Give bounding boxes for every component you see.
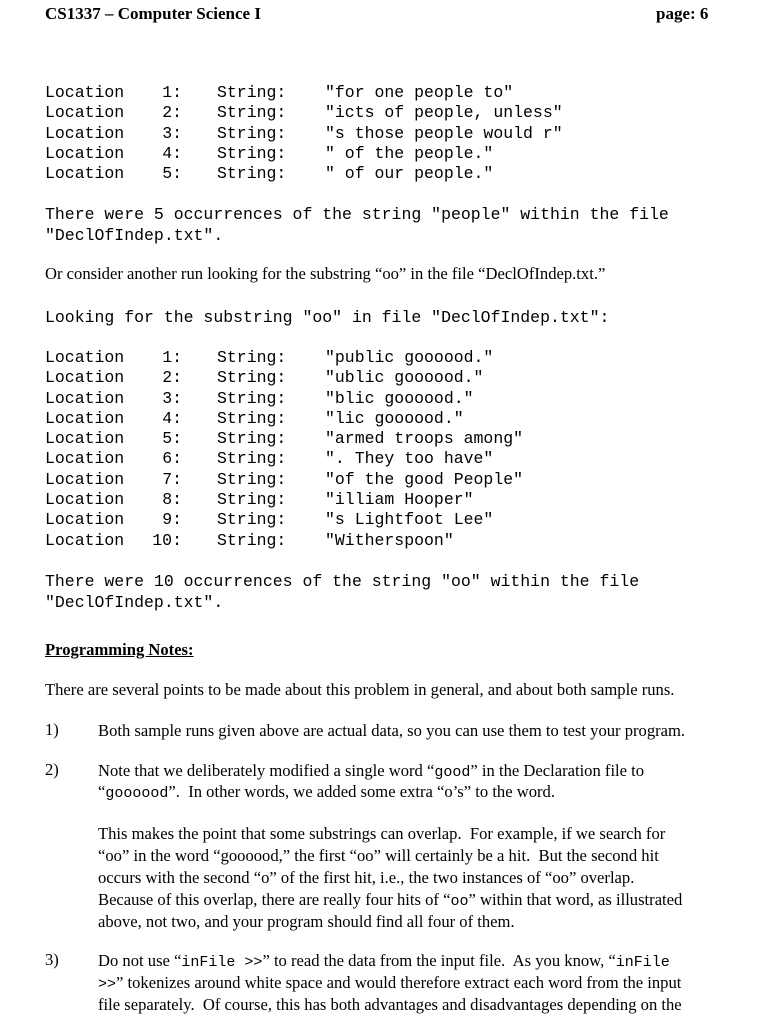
item2-line1-code: good <box>434 764 471 781</box>
location-number: 2: <box>162 103 182 123</box>
run2-summary-line1: There were 10 occurrences of the string "oo" within the file <box>45 572 640 591</box>
location-number: 2: <box>162 368 182 388</box>
item2-line1 <box>98 760 644 784</box>
location-label: Location <box>45 103 125 123</box>
location-number: 9: <box>162 510 182 530</box>
item2-p2-line5: above, not two, and your program should find all four of them. <box>98 912 515 931</box>
location-label: Location <box>45 164 125 184</box>
item1-text: Both sample runs given above are actual data, so you can use them to test your program. <box>98 721 686 740</box>
string-value: "armed troops among" <box>325 429 524 449</box>
location-label: Location <box>45 388 125 408</box>
location-number: 1: <box>162 348 182 367</box>
string-label: String: <box>217 530 287 550</box>
item3-line1 <box>98 950 670 974</box>
notes-heading: Programming Notes: <box>45 640 194 659</box>
course-title: CS1337 – Computer Science I <box>45 4 261 23</box>
string-value: "Witherspoon" <box>325 530 454 550</box>
string-value: "for one people to" <box>325 83 514 102</box>
location-label: Location <box>45 510 125 530</box>
string-label: String: <box>217 510 287 530</box>
location-label: Location <box>45 530 125 550</box>
item2-p2-line4 <box>98 889 682 913</box>
location-label: Location <box>45 449 125 469</box>
item3-line1-code2: inFile <box>615 954 670 971</box>
string-value: "of the good People" <box>325 469 524 489</box>
item2-line2-code: goooood <box>105 785 169 802</box>
string-value: " of the people." <box>325 143 494 163</box>
location-label: Location <box>45 368 125 388</box>
string-label: String: <box>217 164 287 184</box>
location-number: 3: <box>162 388 182 408</box>
item2-line2-a: “ <box>98 782 106 801</box>
string-value: " of our people." <box>325 164 494 184</box>
location-number: 6: <box>162 449 182 469</box>
string-value: "blic goooood." <box>325 388 474 408</box>
string-label: String: <box>217 348 287 367</box>
location-label: Location <box>45 408 125 428</box>
location-number: 10: <box>152 530 182 550</box>
string-value: ". They too have" <box>325 449 494 469</box>
location-label: Location <box>45 490 125 510</box>
location-number: 5: <box>162 164 182 184</box>
item2-line1-b: ” in the Declaration file to <box>470 761 645 780</box>
string-label: String: <box>217 143 287 163</box>
string-value: "icts of people, unless" <box>325 103 563 123</box>
run2-summary-line2: "DeclOfIndep.txt". <box>45 593 224 612</box>
item2-p2-line4-a: Because of this overlap, there are really four hits of “ <box>98 890 451 909</box>
item2-line2-b: ”. In other words, we added some extra “o’s” to the word. <box>168 782 555 801</box>
run1-summary-line2: "DeclOfIndep.txt". <box>45 226 224 245</box>
item3-line2-b: ” tokenizes around white space and would therefore extract each word from the input <box>116 973 682 992</box>
item2-p2-line2: “oo” in the word “goooood,” the first “oo” will certainly be a hit. But the second hit <box>98 846 659 865</box>
item2-p2-line1: This makes the point that some substrings can overlap. For example, if we search for <box>98 824 666 843</box>
item2-number: 2) <box>45 760 59 779</box>
string-value: "lic goooood." <box>325 408 464 428</box>
run1-summary-line1: There were 5 occurrences of the string "people" within the file <box>45 205 669 224</box>
string-label: String: <box>217 449 287 469</box>
string-label: String: <box>217 103 287 123</box>
location-label: Location <box>45 429 125 449</box>
item3-line2-code: >> <box>98 976 117 993</box>
item2-p2-line4-code: oo <box>450 893 469 910</box>
location-number: 4: <box>162 408 182 428</box>
location-number: 4: <box>162 143 182 163</box>
item3-line1-code: inFile >> <box>181 954 263 971</box>
string-value: "s those people would r" <box>325 123 563 143</box>
item3-number: 3) <box>45 950 59 969</box>
item2-p2-line4-b: ” within that word, as illustrated <box>468 890 683 909</box>
string-label: String: <box>217 368 287 388</box>
location-label: Location <box>45 123 125 143</box>
run2-looking-line: Looking for the substring "oo" in file "DeclOfIndep.txt": <box>45 308 610 327</box>
page-number: page: 6 <box>656 4 709 23</box>
item3-line1-b: ” to read the data from the input file. As you know, “ <box>262 951 616 970</box>
string-label: String: <box>217 83 287 102</box>
string-label: String: <box>217 429 287 449</box>
item2-p2-line3: occurs with the second “o” of the first hit, i.e., the two instances of “oo” overlap. <box>98 868 635 887</box>
item2-line2 <box>98 781 555 805</box>
item3-line2 <box>98 972 681 996</box>
item2-line1-a: Note that we deliberately modified a single word “ <box>98 761 435 780</box>
transition-text: Or consider another run looking for the substring “oo” in the file “DeclOfIndep.txt.” <box>45 264 606 283</box>
location-label: Location <box>45 348 125 367</box>
notes-intro: There are several points to be made about this problem in general, and about both sample runs. <box>45 680 675 699</box>
string-label: String: <box>217 408 287 428</box>
location-number: 5: <box>162 429 182 449</box>
location-number: 3: <box>162 123 182 143</box>
string-label: String: <box>217 388 287 408</box>
string-value: "ublic goooood." <box>325 368 484 388</box>
location-number: 1: <box>162 83 182 102</box>
location-number: 8: <box>162 490 182 510</box>
string-value: "illiam Hooper" <box>325 490 474 510</box>
location-label: Location <box>45 143 125 163</box>
item1-number: 1) <box>45 720 59 739</box>
string-label: String: <box>217 490 287 510</box>
string-value: "s Lightfoot Lee" <box>325 510 494 530</box>
location-label: Location <box>45 83 125 102</box>
string-value: "public goooood." <box>325 348 494 367</box>
item3-line3: file separately. Of course, this has both advantages and disadvantages depending on the <box>98 995 682 1014</box>
item3-line1-a: Do not use “ <box>98 951 182 970</box>
string-label: String: <box>217 469 287 489</box>
string-label: String: <box>217 123 287 143</box>
location-number: 7: <box>162 469 182 489</box>
location-label: Location <box>45 469 125 489</box>
